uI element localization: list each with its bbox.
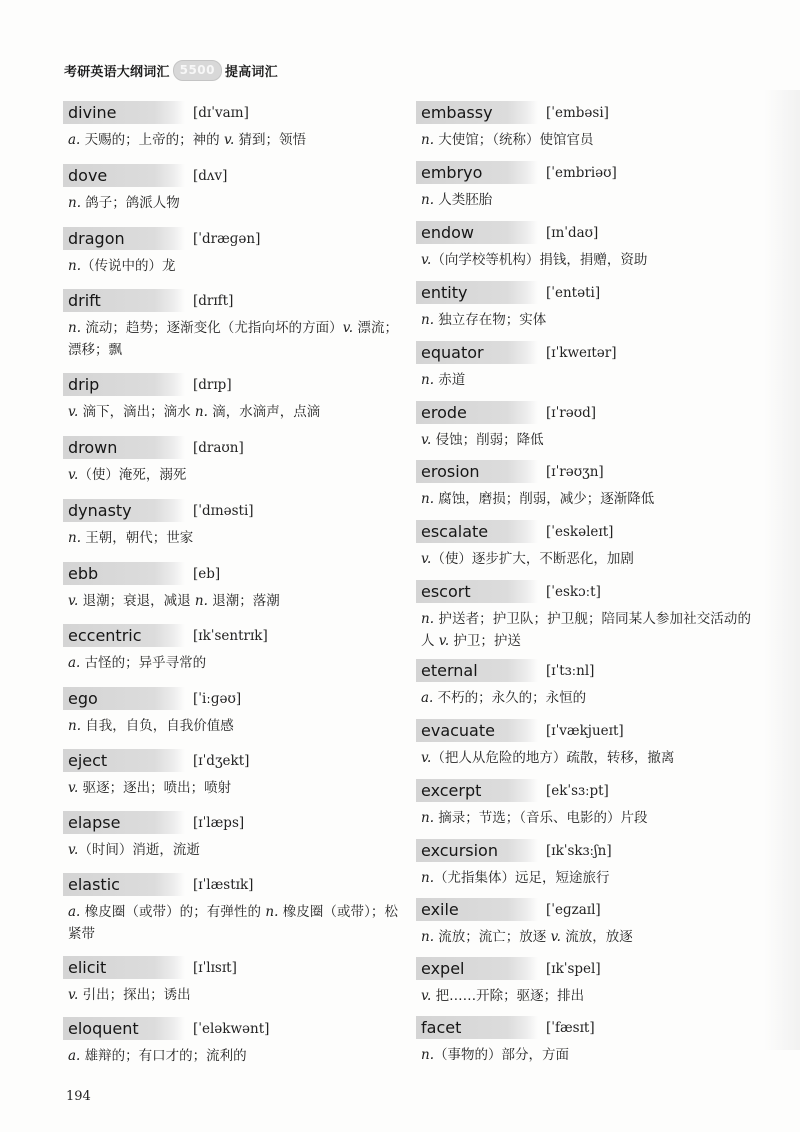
entry-entity [416, 280, 751, 331]
phonetic: [ɪˈtɜːnl] [546, 662, 595, 679]
headword: dove [63, 164, 185, 187]
definition: n. 流放；流亡；放逐 v. 流放，放逐 [421, 929, 633, 945]
entry-ebb [63, 561, 398, 612]
headword: facet [416, 1016, 538, 1039]
part-of-speech: v. [68, 404, 79, 420]
definition: a. 古怪的；异乎寻常的 [68, 655, 207, 671]
definition: n. 护送者；护卫队；护卫舰；陪同某人参加社交活动的人 v. 护卫；护送 [421, 611, 751, 649]
part-of-speech: n. [421, 611, 434, 627]
part-of-speech: v. [68, 593, 79, 609]
definition: n. 自我，自负，自我价值感 [68, 718, 234, 734]
entry-divine [63, 100, 398, 151]
headword: elastic [63, 873, 185, 896]
part-of-speech: n. [68, 258, 81, 274]
definition: v. 滴下，滴出；滴水 n. 滴，水滴声，点滴 [68, 404, 321, 420]
headword: excursion [416, 839, 538, 862]
header-title-suffix: 提高词汇 [225, 64, 278, 80]
entry-headword-row [63, 810, 398, 835]
phonetic: [eb] [193, 565, 221, 582]
entry-headword-row [416, 160, 751, 185]
entry-headword-row [416, 579, 751, 604]
entry-headword-row [63, 623, 398, 648]
definition: v. 驱逐；逐出；喷出；喷射 [68, 780, 232, 796]
phonetic: [ˈeskəleɪt] [546, 523, 614, 540]
part-of-speech: a. [68, 655, 81, 671]
headword: drip [63, 373, 185, 396]
phonetic: [ɪˈlæstɪk] [193, 876, 254, 893]
entry-headword-row [63, 226, 398, 251]
definition: n. 腐蚀，磨损；削弱，减少；逐渐降低 [421, 491, 655, 507]
definition: a. 橡皮圈（或带）的；有弹性的 n. 橡皮圈（或带）；松紧带 [68, 904, 398, 942]
headword: drown [63, 436, 185, 459]
entry-evacuate [416, 718, 751, 769]
definition: n. 流动；趋势；逐渐变化（尤指向坏的方面）v. 漂流；漂移；飘 [68, 320, 398, 358]
phonetic: [ˈeləkwənt] [193, 1020, 270, 1037]
entry-headword-row [63, 435, 398, 460]
entry-headword-row [416, 400, 751, 425]
part-of-speech: v. [421, 252, 432, 268]
entry-headword-row [63, 288, 398, 313]
entry-headword-row [63, 1016, 398, 1041]
definition: v.（向学校等机构）捐钱，捐赠，资助 [421, 252, 648, 268]
part-of-speech: v. [421, 432, 432, 448]
headword: exile [416, 898, 538, 921]
entry-equator [416, 340, 751, 391]
entry-headword-row [63, 372, 398, 397]
phonetic: [ɪnˈdaʊ] [546, 224, 599, 241]
entry-dove [63, 163, 398, 214]
entry-headword-row [416, 956, 751, 981]
entry-facet [416, 1015, 751, 1066]
headword: ebb [63, 562, 185, 585]
part-of-speech: n. [421, 870, 434, 886]
headword: evacuate [416, 719, 538, 742]
part-of-speech: v. [68, 780, 79, 796]
page-edge-shadow [764, 90, 800, 1050]
entry-headword-row [63, 748, 398, 773]
part-of-speech: v. [438, 633, 450, 649]
part-of-speech: v. [421, 551, 432, 567]
part-of-speech: n. [421, 491, 434, 507]
definition: v. 侵蚀；削弱；降低 [421, 432, 544, 448]
definition: n. 鸽子；鸽派人物 [68, 195, 180, 211]
headword: divine [63, 101, 185, 124]
headword: drift [63, 289, 185, 312]
page-header [64, 58, 278, 82]
definition: n. 独立存在物；实体 [421, 312, 547, 328]
header-title-prefix: 考研英语大纲词汇 [64, 64, 170, 80]
headword: equator [416, 341, 538, 364]
part-of-speech: n. [421, 192, 434, 208]
headword: elapse [63, 811, 185, 834]
headword: embassy [416, 101, 538, 124]
entry-headword-row [416, 658, 751, 683]
part-of-speech: v. [223, 132, 235, 148]
headword: eloquent [63, 1017, 185, 1040]
definition: v.（把人从危险的地方）疏散，转移，撤离 [421, 750, 675, 766]
entry-headword-row [416, 459, 751, 484]
part-of-speech: n. [421, 1047, 434, 1063]
phonetic: [ˈeskɔːt] [546, 583, 601, 600]
entry-endow [416, 220, 751, 271]
phonetic: [ɪˈdʒekt] [193, 752, 250, 769]
phonetic: [ɪˈvækjueɪt] [546, 722, 624, 739]
phonetic: [ekˈsɜːpt] [546, 782, 609, 799]
entry-erosion [416, 459, 751, 510]
entry-headword-row [63, 561, 398, 586]
phonetic: [ˈiːɡəʊ] [193, 690, 242, 707]
entry-eternal [416, 658, 751, 709]
phonetic: [ɪˈlæps] [193, 814, 245, 831]
part-of-speech: n. [194, 404, 208, 420]
part-of-speech: n. [68, 530, 81, 546]
headword: dragon [63, 227, 185, 250]
part-of-speech: v. [68, 987, 79, 1003]
headword: entity [416, 281, 538, 304]
entry-expel [416, 956, 751, 1007]
part-of-speech: n. [68, 320, 81, 336]
part-of-speech: n. [421, 312, 434, 328]
entry-escort [416, 579, 751, 652]
phonetic: [ˈembriəʊ] [546, 164, 617, 181]
entry-headword-row [416, 340, 751, 365]
phonetic: [dʌv] [193, 167, 228, 184]
definition: a. 雄辩的；有口才的；流利的 [68, 1048, 247, 1064]
part-of-speech: v. [421, 750, 432, 766]
entry-elicit [63, 955, 398, 1006]
entry-drown [63, 435, 398, 486]
part-of-speech: a. [421, 690, 434, 706]
part-of-speech: v. [421, 988, 432, 1004]
phonetic: [ɪˈrəʊʒn] [546, 463, 604, 480]
phonetic: [ˈfæsɪt] [546, 1019, 595, 1036]
entry-drift [63, 288, 398, 361]
part-of-speech: n. [421, 132, 434, 148]
part-of-speech: n. [68, 195, 81, 211]
entry-headword-row [416, 897, 751, 922]
header-badge: 5500 [173, 60, 222, 81]
entry-dynasty [63, 498, 398, 549]
headword: escalate [416, 520, 538, 543]
definition: a. 不朽的；永久的；永恒的 [421, 690, 587, 706]
part-of-speech: n. [421, 372, 434, 388]
headword: erode [416, 401, 538, 424]
definition: n. 王朝，朝代；世家 [68, 530, 194, 546]
entry-headword-row [416, 1015, 751, 1040]
headword: erosion [416, 460, 538, 483]
entry-headword-row [416, 220, 751, 245]
phonetic: [drɪft] [193, 292, 234, 309]
part-of-speech: a. [68, 904, 81, 920]
entry-headword-row [416, 838, 751, 863]
headword: elicit [63, 956, 185, 979]
definition: a. 天赐的；上帝的；神的 v. 猜到；领悟 [68, 132, 307, 148]
part-of-speech: n. [421, 810, 434, 826]
definition: v.（使）淹死，溺死 [68, 467, 187, 483]
entry-eject [63, 748, 398, 799]
entry-headword-row [416, 519, 751, 544]
headword: endow [416, 221, 538, 244]
part-of-speech: v. [68, 467, 79, 483]
entry-headword-row [63, 686, 398, 711]
headword: eternal [416, 659, 538, 682]
headword: eject [63, 749, 185, 772]
entry-headword-row [416, 718, 751, 743]
phonetic: [dɪˈvaɪn] [193, 104, 249, 121]
phonetic: [ˈdɪnəsti] [193, 502, 254, 519]
part-of-speech: n. [68, 718, 81, 734]
part-of-speech: n. [194, 593, 208, 609]
phonetic: [drɪp] [193, 376, 232, 393]
definition: n. 人类胚胎 [421, 192, 493, 208]
phonetic: [ɪkˈsentrɪk] [193, 627, 268, 644]
definition: n. 赤道 [421, 372, 466, 388]
phonetic: [ɪˈrəʊd] [546, 404, 597, 421]
entry-erode [416, 400, 751, 451]
entry-excursion [416, 838, 751, 889]
entry-drip [63, 372, 398, 423]
definition: n.（尤指集体）远足，短途旅行 [421, 870, 610, 886]
definition: v. 把……开除；驱逐；排出 [421, 988, 585, 1004]
entry-headword-row [63, 498, 398, 523]
part-of-speech: v. [342, 320, 354, 336]
headword: eccentric [63, 624, 185, 647]
part-of-speech: n. [265, 904, 279, 920]
phonetic: [draʊn] [193, 439, 244, 456]
entry-headword-row [416, 100, 751, 125]
entry-escalate [416, 519, 751, 570]
part-of-speech: a. [68, 132, 81, 148]
entry-exile [416, 897, 751, 948]
phonetic: [ɪkˈskɜːʃn] [546, 842, 612, 859]
part-of-speech: v. [68, 842, 79, 858]
part-of-speech: a. [68, 1048, 81, 1064]
definition: v.（使）逐步扩大，不断恶化，加剧 [421, 551, 634, 567]
phonetic: [ˈentəti] [546, 284, 601, 301]
entry-headword-row [63, 100, 398, 125]
entry-headword-row [63, 163, 398, 188]
entry-elastic [63, 872, 398, 945]
entry-headword-row [416, 778, 751, 803]
phonetic: [ɪˈkweɪtər] [546, 344, 617, 361]
definition: n.（传说中的）龙 [68, 258, 176, 274]
entry-eccentric [63, 623, 398, 674]
phonetic: [ˈembəsi] [546, 104, 609, 121]
entry-embassy [416, 100, 751, 151]
headword: ego [63, 687, 185, 710]
headword: excerpt [416, 779, 538, 802]
entry-headword-row [416, 280, 751, 305]
definition: v. 引出；探出；诱出 [68, 987, 191, 1003]
headword: escort [416, 580, 538, 603]
phonetic: [ˈeɡzaɪl] [546, 901, 601, 918]
headword: embryo [416, 161, 538, 184]
definition: n. 大使馆；（统称）使馆官员 [421, 132, 594, 148]
entry-headword-row [63, 872, 398, 897]
entry-excerpt [416, 778, 751, 829]
part-of-speech: v. [550, 929, 561, 945]
entry-elapse [63, 810, 398, 861]
page-number: 194 [66, 1089, 91, 1104]
headword: dynasty [63, 499, 185, 522]
part-of-speech: n. [421, 929, 434, 945]
definition: v. 退潮；衰退，减退 n. 退潮；落潮 [68, 593, 280, 609]
phonetic: [ɪkˈspel] [546, 960, 601, 977]
entry-dragon [63, 226, 398, 277]
definition: v.（时间）消逝，流逝 [68, 842, 200, 858]
entry-headword-row [63, 955, 398, 980]
phonetic: [ɪˈlɪsɪt] [193, 959, 237, 976]
headword: expel [416, 957, 538, 980]
entry-ego [63, 686, 398, 737]
phonetic: [ˈdræɡən] [193, 230, 261, 247]
definition: n.（事物的）部分，方面 [421, 1047, 569, 1063]
entry-embryo [416, 160, 751, 211]
entry-eloquent [63, 1016, 398, 1067]
definition: n. 摘录；节选；（音乐、电影的）片段 [421, 810, 648, 826]
